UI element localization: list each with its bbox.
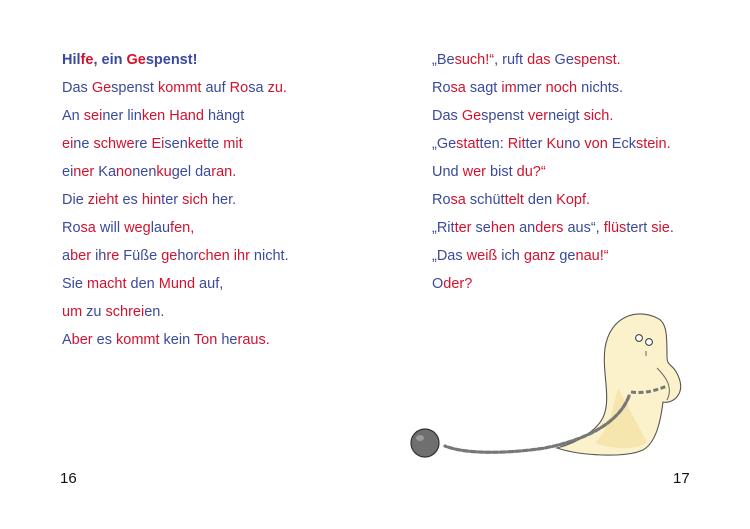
- syllable: weiß: [466, 248, 498, 264]
- syllable: ,: [93, 52, 102, 68]
- text-line: [62, 190, 289, 218]
- syllable: ken: [141, 108, 166, 124]
- syllable: lin: [127, 108, 142, 124]
- syllable: der?: [443, 276, 473, 292]
- syllable: zu: [82, 304, 106, 320]
- syllable: Ton: [193, 332, 218, 348]
- syllable: Ro: [229, 80, 249, 96]
- syllable: Das: [432, 108, 458, 124]
- syllable: nicht.: [249, 248, 289, 264]
- syllable: sagt: [465, 80, 502, 96]
- syllable: Eck: [611, 136, 636, 152]
- syllable: ter: [161, 192, 179, 208]
- syllable: sich: [182, 192, 208, 208]
- syllable: chen: [198, 248, 230, 264]
- syllable: sa: [450, 192, 466, 208]
- text-line: [62, 78, 289, 106]
- syllable: schwe: [93, 136, 135, 152]
- syllable: ran.: [211, 164, 237, 180]
- syllable: ket: [187, 136, 208, 152]
- text-line: [432, 50, 674, 78]
- syllable: en.: [144, 304, 165, 320]
- syllable: fe: [80, 52, 94, 68]
- syllable: „Rit: [432, 220, 455, 236]
- text-line: [62, 274, 289, 302]
- page-number-left: 16: [60, 470, 77, 487]
- syllable: kommt: [157, 80, 202, 96]
- text-line: [62, 162, 289, 190]
- syllable: hor: [177, 248, 199, 264]
- syllable: von: [584, 136, 608, 152]
- syllable: te: [207, 136, 220, 152]
- syllable: hen: [490, 220, 516, 236]
- syllable: sen: [164, 136, 188, 152]
- syllable: ner: [73, 164, 95, 180]
- syllable: will: [95, 220, 125, 236]
- syllable: such!“: [454, 52, 495, 68]
- syllable: Hil: [62, 52, 81, 68]
- syllable: stat: [456, 136, 480, 152]
- syllable: es: [92, 332, 117, 348]
- syllable: auf: [201, 80, 230, 96]
- syllable: aus“,: [563, 220, 604, 236]
- syllable: den: [523, 192, 557, 208]
- syllable: Ka: [98, 164, 117, 180]
- syllable: das: [527, 52, 551, 68]
- syllable: Ge: [554, 52, 574, 68]
- syllable: schüt: [465, 192, 505, 208]
- syllable: ih: [95, 248, 107, 264]
- syllable: „Be: [432, 52, 455, 68]
- syllable: hängt: [203, 108, 245, 124]
- syllable: no: [564, 136, 581, 152]
- syllable: an: [519, 220, 536, 236]
- syllable: du?“: [516, 164, 546, 180]
- text-line: [432, 162, 674, 190]
- syllable: A: [62, 332, 72, 348]
- syllable: Hand: [169, 108, 204, 124]
- syllable: Ro: [432, 80, 451, 96]
- syllable: se: [475, 220, 491, 236]
- chapter-title: [62, 50, 289, 78]
- syllable: spenst: [481, 108, 524, 124]
- syllable: Ku: [546, 136, 565, 152]
- syllable: sa: [248, 80, 264, 96]
- text-line: [62, 330, 289, 358]
- text-line: [432, 190, 674, 218]
- syllable: um: [62, 304, 83, 320]
- syllable: spenst: [111, 80, 154, 96]
- text-line: [432, 106, 674, 134]
- syllable: ku: [156, 164, 172, 180]
- syllable: auf,: [195, 276, 224, 292]
- syllable: Ei: [151, 136, 165, 152]
- syllable: sie.: [651, 220, 674, 236]
- syllable: nichts.: [577, 80, 624, 96]
- cannonball: [411, 429, 439, 457]
- right-text-lines: [432, 50, 674, 302]
- syllable: nen: [132, 164, 157, 180]
- syllable: ner: [102, 108, 124, 124]
- syllable: neigt: [548, 108, 580, 124]
- text-line: [432, 134, 674, 162]
- syllable: , ruft: [494, 52, 528, 68]
- syllable: bist: [486, 164, 517, 180]
- syllable: ter: [454, 220, 472, 236]
- syllable: her.: [207, 192, 237, 208]
- syllable: ge: [161, 248, 178, 264]
- text-line: [62, 218, 289, 246]
- syllable: „Ge: [432, 136, 457, 152]
- syllable: he: [221, 332, 238, 348]
- syllable: Ge: [126, 52, 146, 68]
- cannonball-highlight: [416, 435, 424, 441]
- syllable: ihr: [233, 248, 250, 264]
- syllable: no: [116, 164, 133, 180]
- text-line: [432, 246, 674, 274]
- syllable: Rit: [507, 136, 526, 152]
- syllable: noch: [545, 80, 578, 96]
- right-text-block: [432, 50, 674, 302]
- syllable: Ro: [62, 220, 81, 236]
- syllable: Ge: [91, 80, 112, 96]
- text-line: [432, 78, 674, 106]
- syllable: Das: [62, 80, 88, 96]
- syllable: spenst!: [145, 52, 198, 68]
- text-line: [62, 134, 289, 162]
- left-text-lines: [62, 78, 289, 358]
- text-line: [62, 302, 289, 330]
- text-line: [62, 106, 289, 134]
- syllable: Mund: [158, 276, 196, 292]
- syllable: nau!“: [575, 248, 609, 264]
- syllable: macht: [87, 276, 127, 292]
- syllable: ich: [497, 248, 524, 264]
- syllable: ein: [101, 52, 123, 68]
- syllable: An: [62, 108, 84, 124]
- ghost-with-ball-and-chain-icon: [405, 308, 695, 468]
- syllable: da: [195, 164, 212, 180]
- syllable: im: [501, 80, 517, 96]
- syllable: ge: [555, 248, 576, 264]
- syllable: Sie: [62, 276, 83, 292]
- syllable: kein: [159, 332, 194, 348]
- syllable: ten:: [479, 136, 508, 152]
- text-line: [432, 218, 674, 246]
- syllable: O: [432, 276, 444, 292]
- syllable: zieht: [87, 192, 119, 208]
- syllable: Und: [432, 164, 459, 180]
- syllable: ei: [62, 164, 74, 180]
- syllable: ber: [70, 248, 92, 264]
- syllable: ei: [62, 136, 74, 152]
- text-line: [62, 246, 289, 274]
- syllable: zu.: [267, 80, 287, 96]
- syllable: ber: [71, 332, 93, 348]
- syllable: den: [126, 276, 159, 292]
- ghost-left-eye: [636, 335, 643, 342]
- syllable: ne: [73, 136, 90, 152]
- syllable: Füße: [119, 248, 162, 264]
- syllable: sa: [450, 80, 466, 96]
- syllable: ter: [525, 136, 543, 152]
- page-number-right: 17: [673, 470, 690, 487]
- ghost-right-eye: [646, 339, 653, 346]
- syllable: hin: [141, 192, 162, 208]
- syllable: wer: [462, 164, 487, 180]
- left-text-block: [62, 50, 289, 358]
- syllable: Die: [62, 192, 84, 208]
- syllable: telt: [504, 192, 524, 208]
- syllable: flüs: [603, 220, 627, 236]
- syllable: lau: [150, 220, 171, 236]
- syllable: mit: [223, 136, 243, 152]
- syllable: Ro: [432, 192, 451, 208]
- syllable: tert: [626, 220, 648, 236]
- syllable: weg: [124, 220, 151, 236]
- syllable: sich.: [583, 108, 614, 124]
- syllable: raus.: [237, 332, 270, 348]
- syllable: Kopf.: [556, 192, 591, 208]
- syllable: kommt: [116, 332, 160, 348]
- syllable: re: [134, 136, 148, 152]
- syllable: re: [106, 248, 120, 264]
- syllable: ver: [527, 108, 549, 124]
- syllable: mer: [516, 80, 542, 96]
- syllable: stein.: [635, 136, 671, 152]
- syllable: ders: [535, 220, 564, 236]
- syllable: a: [62, 248, 71, 264]
- syllable: Ge: [461, 108, 482, 124]
- syllable: ganz: [523, 248, 556, 264]
- syllable: spenst.: [573, 52, 621, 68]
- syllable: fen,: [170, 220, 195, 236]
- syllable: es: [118, 192, 142, 208]
- syllable: sa: [80, 220, 96, 236]
- text-line: [432, 274, 674, 302]
- syllable: „Das: [432, 248, 463, 264]
- syllable: schrei: [105, 304, 145, 320]
- syllable: gel: [171, 164, 192, 180]
- syllable: sei: [83, 108, 103, 124]
